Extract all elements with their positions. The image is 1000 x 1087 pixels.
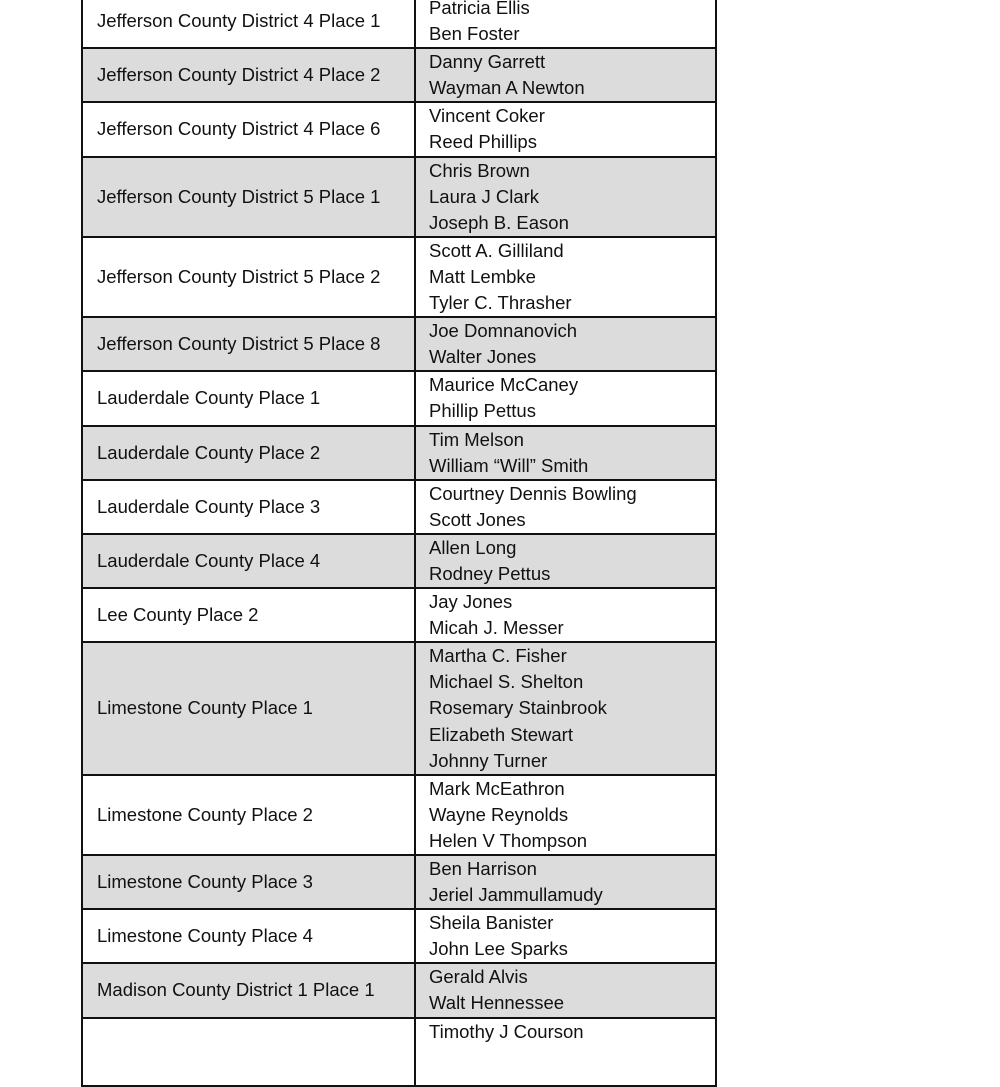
candidate-table-page [81, 0, 715, 1042]
office-name: Jefferson County District 5 Place 8 [82, 317, 415, 371]
candidate-list [415, 157, 716, 237]
office-name: Jefferson County District 5 Place 2 [82, 237, 415, 317]
candidate-list [415, 588, 716, 642]
candidate-list [415, 534, 716, 588]
candidate-name: Wayne Reynolds [429, 803, 569, 825]
race-row [82, 855, 716, 909]
candidate-name: Patricia Ellis [429, 0, 530, 18]
candidate-name: John Lee Sparks [429, 938, 568, 960]
office-name: Lee County Place 2 [82, 588, 415, 642]
candidate-name: Wayman A Newton [429, 77, 585, 99]
candidate-list [415, 642, 716, 774]
candidate-name: Courtney Dennis Bowling [429, 482, 637, 504]
race-row [82, 0, 716, 48]
candidate-name: Laura J Clark [429, 185, 540, 207]
candidate-list [415, 963, 716, 1017]
candidate-name: Ben Harrison [429, 858, 537, 879]
candidate-name: Timothy J Courson [429, 1020, 584, 1042]
candidate-name: Tyler C. Thrasher [429, 292, 572, 314]
office-name: Jefferson County District 4 Place 2 [82, 48, 415, 102]
row-continuation [429, 1045, 715, 1085]
candidate-list [415, 237, 716, 317]
candidate-name: Scott A. Gilliland [429, 239, 564, 261]
race-row [82, 642, 716, 774]
office-name: Lauderdale County Place 1 [82, 371, 415, 425]
race-row [82, 317, 716, 371]
candidate-name: William “Will” Smith [429, 454, 589, 476]
candidate-name: Chris Brown [429, 159, 530, 181]
candidate-name: Joe Domnanovich [429, 320, 578, 342]
race-row [82, 426, 716, 480]
candidate-list [415, 480, 716, 534]
candidate-name: Rodney Pettus [429, 562, 551, 584]
office-name: Lauderdale County Place 4 [82, 534, 415, 588]
race-row [82, 588, 716, 642]
office-name: Madison County District 1 Place 1 [82, 963, 415, 1017]
candidate-name: Scott Jones [429, 508, 526, 530]
candidate-list [415, 775, 716, 855]
race-row [82, 157, 716, 237]
office-name: Lauderdale County Place 3 [82, 480, 415, 534]
candidate-list [415, 317, 716, 371]
race-row [82, 775, 716, 855]
candidate-name: Walt Hennessee [429, 992, 565, 1014]
race-row [82, 480, 716, 534]
race-row [82, 102, 716, 156]
office-name: Lauderdale County Place 2 [82, 426, 415, 480]
office-name [82, 1018, 415, 1086]
candidate-name: Jeriel Jammullamudy [429, 884, 603, 906]
candidate-list [415, 855, 716, 909]
candidate-name: Reed Phillips [429, 131, 537, 153]
office-name: Limestone County Place 4 [82, 909, 415, 963]
office-name: Limestone County Place 2 [82, 775, 415, 855]
race-row [82, 963, 716, 1017]
race-row [82, 1018, 716, 1086]
candidate-name: Danny Garrett [429, 51, 546, 73]
candidate-list [415, 0, 716, 48]
candidate-name: Gerald Alvis [429, 966, 528, 988]
candidate-name: Joseph B. Eason [429, 211, 569, 233]
candidate-name: Vincent Coker [429, 105, 545, 127]
candidate-name: Allen Long [429, 536, 517, 558]
race-row [82, 48, 716, 102]
office-name: Limestone County Place 3 [82, 855, 415, 909]
candidate-table [81, 0, 717, 1087]
candidate-list [415, 426, 716, 480]
candidate-name: Mark McEathron [429, 777, 565, 799]
race-row [82, 371, 716, 425]
candidate-name: Johnny Turner [429, 749, 548, 771]
candidate-name: Jay Jones [429, 591, 513, 613]
candidate-name: Tim Melson [429, 428, 524, 450]
candidate-name: Ben Foster [429, 23, 520, 45]
candidate-list [415, 1018, 716, 1086]
candidate-list [415, 371, 716, 425]
candidate-name: Sheila Banister [429, 912, 554, 934]
candidate-table-body [82, 0, 716, 1086]
candidate-name: Maurice McCaney [429, 374, 579, 396]
candidate-list [415, 102, 716, 156]
candidate-name: Phillip Pettus [429, 400, 536, 422]
candidate-name: Walter Jones [429, 346, 537, 368]
candidate-name: Elizabeth Stewart [429, 723, 573, 745]
candidate-name: Helen V Thompson [429, 829, 588, 851]
office-name: Jefferson County District 4 Place 1 [82, 0, 415, 48]
office-name: Limestone County Place 1 [82, 642, 415, 774]
candidate-name: Michael S. Shelton [429, 671, 584, 693]
race-row [82, 909, 716, 963]
race-row [82, 534, 716, 588]
office-name: Jefferson County District 4 Place 6 [82, 102, 415, 156]
candidate-name: Matt Lembke [429, 265, 536, 287]
candidate-name: Rosemary Stainbrook [429, 697, 607, 719]
candidate-list [415, 909, 716, 963]
office-name: Jefferson County District 5 Place 1 [82, 157, 415, 237]
candidate-list [415, 48, 716, 102]
race-row [82, 237, 716, 317]
candidate-name: Martha C. Fisher [429, 645, 567, 667]
candidate-name: Micah J. Messer [429, 617, 564, 639]
